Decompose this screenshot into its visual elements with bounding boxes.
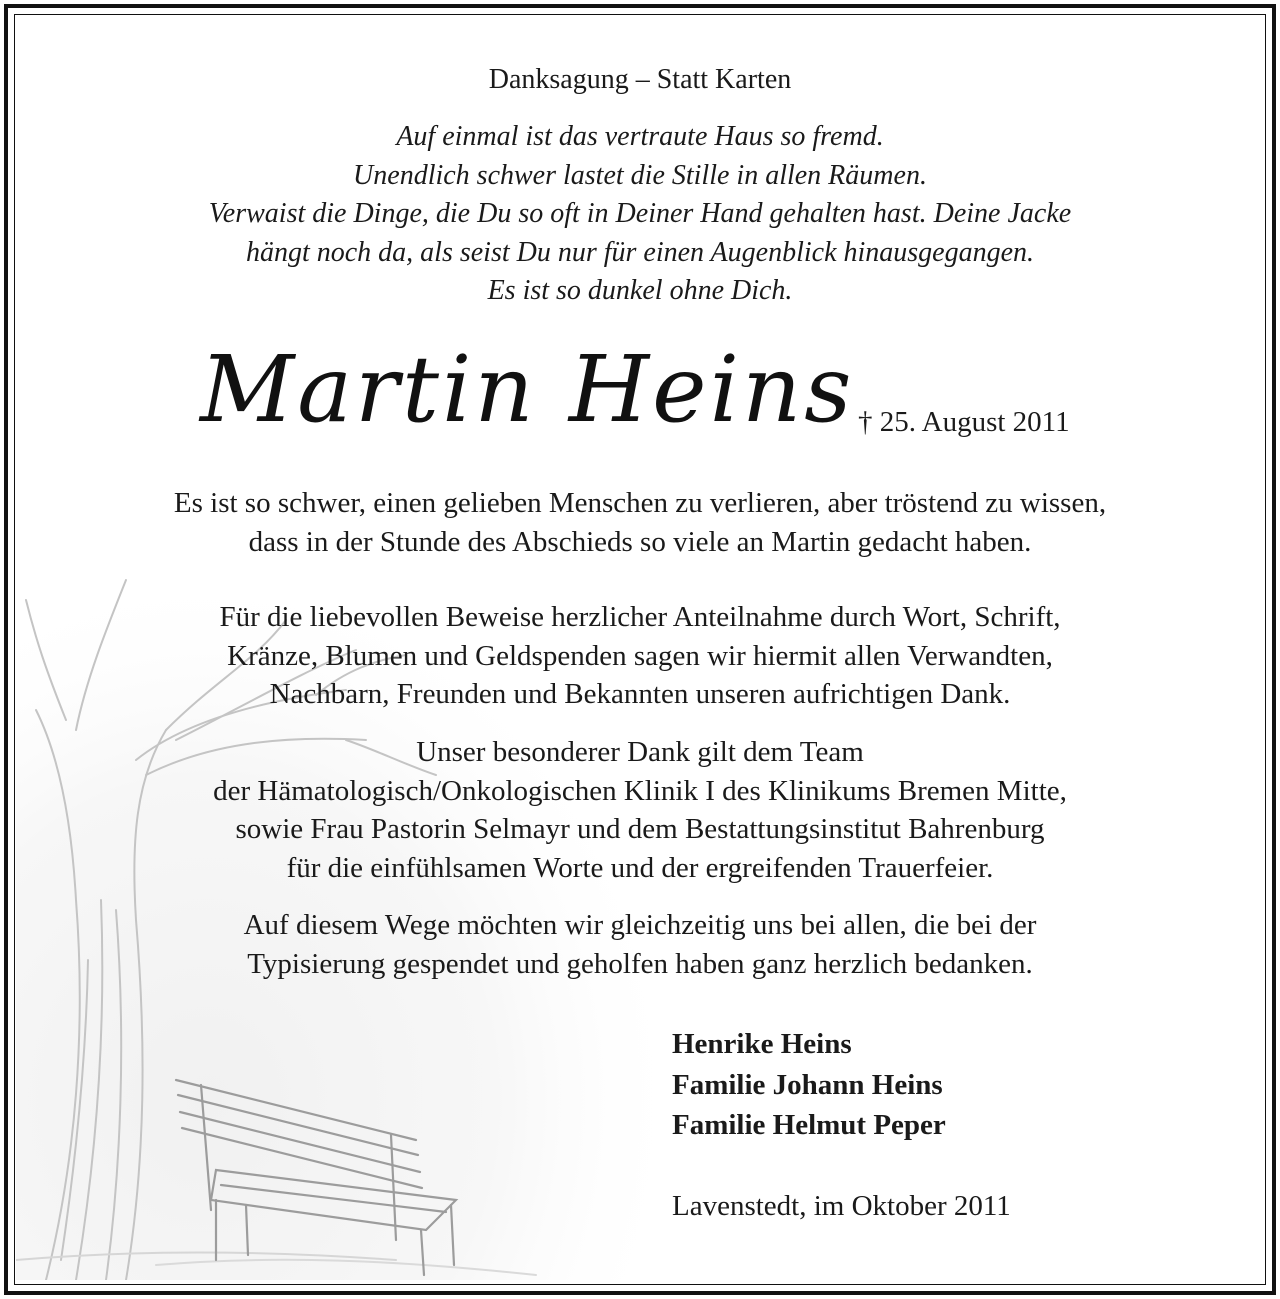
signer-name: Familie Johann Heins	[672, 1068, 943, 1101]
paragraph-line: Nachbarn, Freunden und Bekannten unseren aufrichtigen Dank.	[269, 678, 1011, 710]
signers-list	[672, 1024, 946, 1146]
signer-name: Henrike Heins	[672, 1028, 852, 1060]
paragraph-line: der Hämatologisch/Onkologischen Klinik I des Klinikums Bremen Mitte,	[213, 774, 1067, 807]
paragraph-line: Typisierung gespendet und geholfen haben ganz herzlich bedanken.	[247, 947, 1033, 980]
place-and-date: Lavenstedt, im Oktober 2011	[672, 1190, 1011, 1222]
paragraph-typing	[20, 906, 1260, 983]
poem-line: Verwaist die Dinge, die Du so oft in Deiner Hand gehalten hast. Deine Jacke	[208, 198, 1072, 229]
poem-block	[20, 118, 1260, 311]
death-date: † 25. August 2011	[858, 406, 1070, 438]
paragraph-line: Auf diesem Wege möchten wir gleichzeitig uns bei allen, die bei der	[243, 909, 1037, 941]
poem-line: Auf einmal ist das vertraute Haus so fremd.	[396, 121, 884, 152]
paragraph-thanks	[20, 598, 1260, 714]
paragraph-line: sowie Frau Pastorin Selmayr und dem Bestattungsinstitut Bahrenburg	[235, 813, 1045, 845]
notice-heading: Danksagung – Statt Karten	[488, 64, 792, 95]
paragraph-line: dass in der Stunde des Abschieds so viele an Martin gedacht haben.	[248, 525, 1032, 558]
signer-name: Familie Helmut Peper	[672, 1109, 946, 1141]
paragraph-line: Für die liebevollen Beweise herzlicher Anteilnahme durch Wort, Schrift,	[219, 601, 1061, 633]
paragraph-line: Kränze, Blumen und Geldspenden sagen wir hiermit allen Verwandten,	[227, 639, 1053, 672]
paragraph-line: für die einfühlsamen Worte und der ergreifenden Trauerfeier.	[286, 851, 994, 884]
poem-line: hängt noch da, als seist Du nur für einen Augenblick hinausgegangen.	[245, 236, 1035, 268]
paragraph-special-thanks	[20, 733, 1260, 887]
deceased-name: Martin Heins	[200, 336, 855, 443]
poem-line: Unendlich schwer lastet die Stille in allen Räumen.	[353, 159, 927, 191]
paragraph-loss	[20, 484, 1260, 561]
poem-line: Es ist so dunkel ohne Dich.	[487, 275, 793, 306]
paragraph-line: Es ist so schwer, einen gelieben Menschen zu verlieren, aber tröstend zu wissen,	[173, 487, 1107, 519]
paragraph-line: Unser besonderer Dank gilt dem Team	[416, 736, 864, 768]
